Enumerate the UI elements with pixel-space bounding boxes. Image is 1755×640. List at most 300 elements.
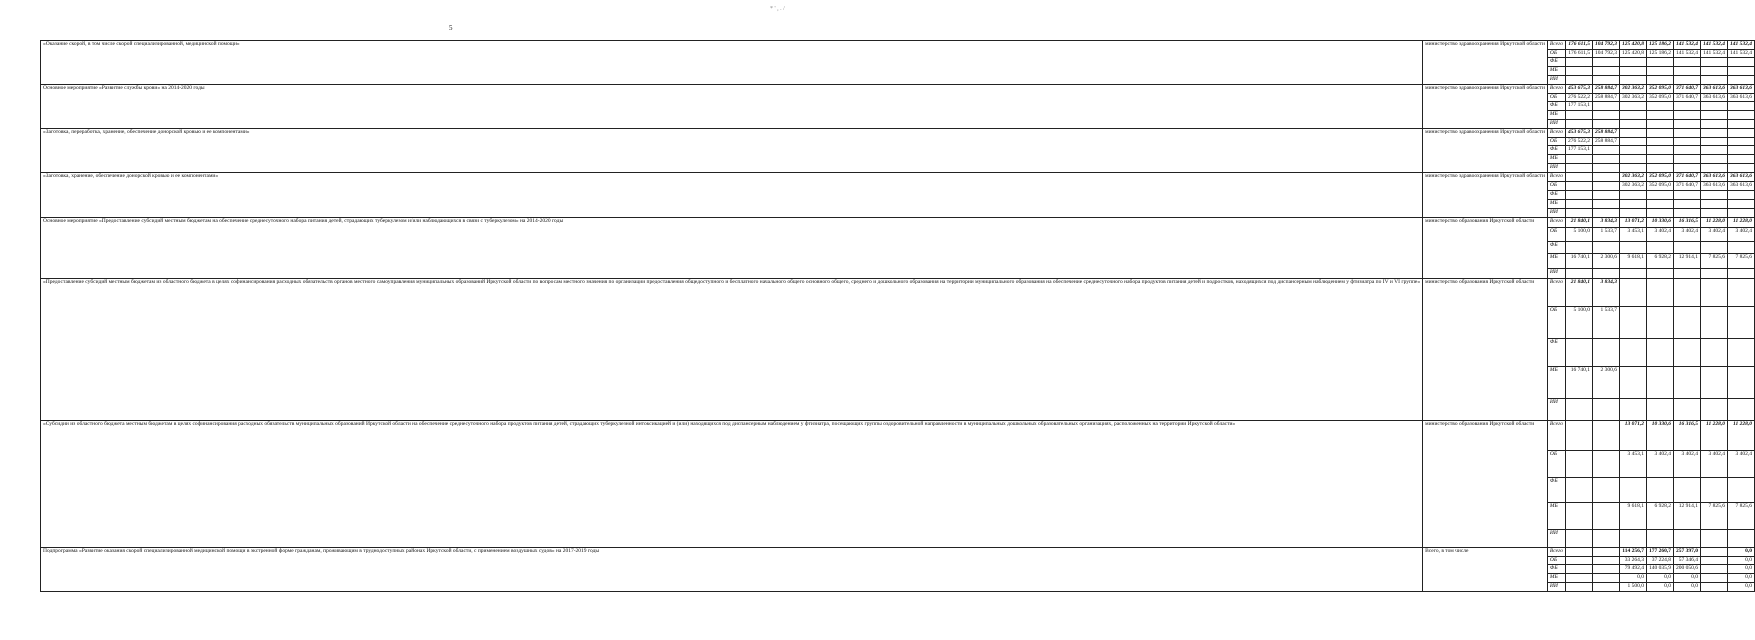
executor-cell: министерство здравоохранения Иркутской области — [1423, 129, 1548, 173]
amount-cell: 371 640,7 — [1673, 85, 1700, 94]
amount-cell: 176 611,5 — [1565, 41, 1592, 50]
amount-cell — [1646, 307, 1673, 339]
funding-source: ОБ — [1547, 138, 1565, 146]
amount-cell: 141 532,4 — [1700, 50, 1727, 58]
amount-cell: 13 071,2 — [1619, 218, 1646, 228]
funding-source: ОБ — [1547, 228, 1565, 242]
amount-cell — [1646, 138, 1673, 146]
measure-description: «Заготовка, хранение, обеспечение донорской кровью и ее компонентами» — [41, 173, 1423, 218]
amount-cell — [1592, 102, 1619, 111]
executor-cell: министерство образования Иркутской области — [1423, 218, 1548, 279]
amount-cell — [1700, 574, 1727, 583]
amount-cell — [1646, 102, 1673, 111]
amount-cell — [1619, 138, 1646, 146]
amount-cell: 363 613,6 — [1700, 182, 1727, 191]
amount-cell — [1727, 129, 1754, 138]
amount-cell — [1619, 279, 1646, 307]
amount-cell: 176 611,5 — [1565, 50, 1592, 58]
amount-cell — [1619, 399, 1646, 421]
measure-description: «Оказание скорой, в том числе скорой специализированной, медицинской помощи» — [41, 41, 1423, 85]
amount-cell — [1700, 307, 1727, 339]
funding-source: Всего — [1547, 279, 1565, 307]
amount-cell: 7 825,6 — [1727, 503, 1754, 530]
amount-cell: 453 675,3 — [1565, 85, 1592, 94]
amount-cell — [1592, 451, 1619, 478]
funding-source: Всего — [1547, 173, 1565, 182]
amount-cell — [1700, 111, 1727, 120]
amount-cell: 125 186,2 — [1646, 50, 1673, 58]
funding-source: МБ — [1547, 67, 1565, 76]
amount-cell — [1727, 209, 1754, 218]
amount-cell: 125 186,2 — [1646, 41, 1673, 50]
amount-cell — [1700, 530, 1727, 548]
amount-cell — [1727, 399, 1754, 421]
funding-source: ИИ — [1547, 530, 1565, 548]
amount-cell — [1592, 503, 1619, 530]
amount-cell: 5 100,0 — [1565, 228, 1592, 242]
amount-cell — [1619, 209, 1646, 218]
amount-cell — [1565, 503, 1592, 530]
amount-cell: 16 740,1 — [1565, 254, 1592, 269]
amount-cell — [1727, 279, 1754, 307]
funding-source: Всего — [1547, 421, 1565, 451]
amount-cell: 258 884,7 — [1592, 94, 1619, 102]
executor-cell: министерство здравоохранения Иркутской области — [1423, 85, 1548, 129]
amount-cell: 10 330,6 — [1646, 421, 1673, 451]
budget-table — [40, 40, 1755, 592]
amount-cell — [1673, 478, 1700, 503]
funding-source: ИИ — [1547, 583, 1565, 592]
funding-source: Всего — [1547, 129, 1565, 138]
amount-cell — [1673, 307, 1700, 339]
amount-cell — [1619, 530, 1646, 548]
amount-cell: 3 834,3 — [1592, 279, 1619, 307]
amount-cell: 257 397,0 — [1673, 548, 1700, 557]
amount-cell: 371 640,7 — [1673, 173, 1700, 182]
amount-cell: 0,0 — [1673, 574, 1700, 583]
amount-cell: 11 228,0 — [1700, 421, 1727, 451]
funding-source: ФБ — [1547, 478, 1565, 503]
amount-cell: 363 613,6 — [1700, 94, 1727, 102]
table-row — [41, 85, 1755, 94]
executor-cell: министерство образования Иркутской области — [1423, 279, 1548, 421]
amount-cell — [1619, 155, 1646, 164]
amount-cell — [1727, 155, 1754, 164]
amount-cell — [1673, 339, 1700, 367]
amount-cell — [1727, 191, 1754, 200]
funding-source: МБ — [1547, 503, 1565, 530]
amount-cell — [1565, 583, 1592, 592]
amount-cell — [1646, 478, 1673, 503]
amount-cell — [1619, 129, 1646, 138]
amount-cell — [1646, 269, 1673, 279]
amount-cell — [1673, 102, 1700, 111]
funding-source: ОБ — [1547, 557, 1565, 565]
amount-cell — [1646, 399, 1673, 421]
amount-cell — [1565, 557, 1592, 565]
amount-cell: 125 420,8 — [1619, 41, 1646, 50]
page-number: 5 — [449, 24, 453, 32]
amount-cell — [1592, 583, 1619, 592]
amount-cell — [1646, 164, 1673, 173]
amount-cell: 7 825,6 — [1700, 503, 1727, 530]
amount-cell — [1646, 367, 1673, 399]
funding-source: ФБ — [1547, 565, 1565, 574]
amount-cell: 6 928,2 — [1646, 503, 1673, 530]
funding-source: ОБ — [1547, 182, 1565, 191]
amount-cell — [1727, 58, 1754, 67]
amount-cell: 3 453,1 — [1619, 228, 1646, 242]
funding-source: ФБ — [1547, 339, 1565, 367]
amount-cell — [1727, 530, 1754, 548]
amount-cell — [1565, 269, 1592, 279]
amount-cell: 302 363,2 — [1619, 94, 1646, 102]
amount-cell — [1592, 191, 1619, 200]
amount-cell — [1619, 164, 1646, 173]
table-row — [41, 548, 1755, 557]
funding-source: МБ — [1547, 200, 1565, 209]
amount-cell: 302 363,2 — [1619, 173, 1646, 182]
amount-cell: 2 300,6 — [1592, 367, 1619, 399]
amount-cell — [1646, 155, 1673, 164]
amount-cell: 16 740,1 — [1565, 367, 1592, 399]
amount-cell — [1619, 191, 1646, 200]
amount-cell — [1565, 164, 1592, 173]
amount-cell — [1727, 138, 1754, 146]
amount-cell — [1727, 111, 1754, 120]
amount-cell — [1673, 76, 1700, 85]
amount-cell — [1727, 478, 1754, 503]
amount-cell — [1673, 200, 1700, 209]
amount-cell: 302 363,2 — [1619, 85, 1646, 94]
amount-cell — [1592, 173, 1619, 182]
amount-cell: 79 492,4 — [1619, 565, 1646, 574]
amount-cell: 0,0 — [1673, 583, 1700, 592]
amount-cell — [1565, 421, 1592, 451]
amount-cell: 302 363,2 — [1619, 182, 1646, 191]
amount-cell: 352 095,0 — [1646, 173, 1673, 182]
amount-cell: 258 884,7 — [1592, 129, 1619, 138]
amount-cell — [1592, 200, 1619, 209]
funding-source: Всего — [1547, 548, 1565, 557]
amount-cell: 140 035,9 — [1646, 565, 1673, 574]
amount-cell — [1673, 120, 1700, 129]
amount-cell — [1646, 209, 1673, 218]
amount-cell: 141 532,4 — [1700, 41, 1727, 50]
funding-source: Всего — [1547, 218, 1565, 228]
amount-cell — [1727, 67, 1754, 76]
amount-cell — [1700, 138, 1727, 146]
amount-cell: 11 228,0 — [1727, 421, 1754, 451]
amount-cell — [1646, 339, 1673, 367]
amount-cell — [1592, 339, 1619, 367]
amount-cell: 276 522,2 — [1565, 138, 1592, 146]
amount-cell: 0,0 — [1619, 574, 1646, 583]
amount-cell — [1700, 120, 1727, 129]
amount-cell — [1592, 269, 1619, 279]
amount-cell: 33 264,3 — [1619, 557, 1646, 565]
amount-cell — [1700, 565, 1727, 574]
amount-cell — [1673, 530, 1700, 548]
funding-source: Всего — [1547, 85, 1565, 94]
amount-cell: 104 792,3 — [1592, 41, 1619, 50]
amount-cell — [1565, 155, 1592, 164]
amount-cell — [1700, 367, 1727, 399]
funding-source: ИИ — [1547, 76, 1565, 85]
amount-cell — [1619, 58, 1646, 67]
amount-cell — [1700, 102, 1727, 111]
amount-cell — [1673, 279, 1700, 307]
amount-cell — [1673, 191, 1700, 200]
amount-cell: 258 884,7 — [1592, 85, 1619, 94]
amount-cell — [1619, 269, 1646, 279]
corner-mark: * ' , . / — [770, 6, 785, 12]
table-row — [41, 218, 1755, 228]
amount-cell: 7 825,6 — [1727, 254, 1754, 269]
amount-cell — [1673, 242, 1700, 254]
amount-cell — [1646, 200, 1673, 209]
amount-cell: 0,0 — [1727, 574, 1754, 583]
amount-cell: 0,0 — [1646, 583, 1673, 592]
amount-cell: 3 453,1 — [1619, 451, 1646, 478]
amount-cell — [1700, 200, 1727, 209]
amount-cell — [1700, 209, 1727, 218]
amount-cell: 3 402,4 — [1673, 451, 1700, 478]
amount-cell: 371 640,7 — [1673, 182, 1700, 191]
amount-cell: 0,0 — [1727, 565, 1754, 574]
amount-cell — [1592, 111, 1619, 120]
amount-cell — [1727, 307, 1754, 339]
amount-cell — [1727, 76, 1754, 85]
amount-cell: 200 050,6 — [1673, 565, 1700, 574]
amount-cell — [1619, 478, 1646, 503]
amount-cell: 12 914,1 — [1673, 503, 1700, 530]
amount-cell: 3 402,4 — [1700, 228, 1727, 242]
amount-cell — [1727, 269, 1754, 279]
amount-cell: 7 825,6 — [1700, 254, 1727, 269]
amount-cell — [1592, 565, 1619, 574]
amount-cell — [1727, 242, 1754, 254]
amount-cell: 125 420,8 — [1619, 50, 1646, 58]
amount-cell — [1673, 269, 1700, 279]
amount-cell: 276 522,2 — [1565, 94, 1592, 102]
amount-cell: 9 618,1 — [1619, 503, 1646, 530]
amount-cell — [1646, 279, 1673, 307]
amount-cell — [1619, 307, 1646, 339]
funding-source: Всего — [1547, 41, 1565, 50]
amount-cell — [1565, 182, 1592, 191]
executor-cell: министерство здравоохранения Иркутской области — [1423, 41, 1548, 85]
amount-cell — [1592, 574, 1619, 583]
amount-cell — [1592, 120, 1619, 129]
amount-cell — [1673, 399, 1700, 421]
funding-source: ИИ — [1547, 164, 1565, 173]
amount-cell: 21 840,1 — [1565, 218, 1592, 228]
amount-cell — [1673, 209, 1700, 218]
amount-cell: 1 500,0 — [1619, 583, 1646, 592]
amount-cell — [1646, 191, 1673, 200]
amount-cell: 11 228,0 — [1700, 218, 1727, 228]
measure-description: «Заготовка, переработка, хранение, обеспечение донорской кровью и ее компонентами» — [41, 129, 1423, 173]
amount-cell — [1565, 399, 1592, 421]
amount-cell — [1619, 102, 1646, 111]
amount-cell — [1700, 155, 1727, 164]
amount-cell: 12 914,1 — [1673, 254, 1700, 269]
amount-cell: 177 153,1 — [1565, 102, 1592, 111]
executor-cell: Всего, в том числе — [1423, 548, 1548, 592]
measure-description: Основное мероприятие «Предоставление субсидий местным бюджетам на обеспечение среднесуточного набора питания детей, страдающих туберкулезом и/или наблюдающихся в связи с туберкулезом» на 2014-2020 годы — [41, 218, 1423, 279]
measure-description: Основное мероприятие «Развитие службы крови» на 2014-2020 годы — [41, 85, 1423, 129]
amount-cell — [1700, 399, 1727, 421]
amount-cell — [1565, 111, 1592, 120]
amount-cell: 114 256,7 — [1619, 548, 1646, 557]
amount-cell — [1592, 58, 1619, 67]
amount-cell: 141 532,4 — [1727, 50, 1754, 58]
amount-cell — [1700, 129, 1727, 138]
funding-source: ИИ — [1547, 120, 1565, 129]
table-row — [41, 41, 1755, 50]
amount-cell — [1700, 339, 1727, 367]
amount-cell — [1565, 574, 1592, 583]
amount-cell — [1700, 191, 1727, 200]
amount-cell: 141 532,4 — [1727, 41, 1754, 50]
amount-cell — [1673, 67, 1700, 76]
amount-cell — [1700, 242, 1727, 254]
funding-source: ФБ — [1547, 191, 1565, 200]
funding-source: ФБ — [1547, 242, 1565, 254]
amount-cell — [1592, 530, 1619, 548]
amount-cell — [1592, 478, 1619, 503]
amount-cell — [1646, 111, 1673, 120]
funding-source: МБ — [1547, 111, 1565, 120]
amount-cell: 363 613,6 — [1700, 173, 1727, 182]
amount-cell — [1592, 164, 1619, 173]
amount-cell — [1700, 478, 1727, 503]
amount-cell: 258 884,7 — [1592, 138, 1619, 146]
amount-cell — [1565, 191, 1592, 200]
amount-cell: 37 224,8 — [1646, 557, 1673, 565]
amount-cell — [1565, 67, 1592, 76]
amount-cell — [1646, 67, 1673, 76]
amount-cell: 363 613,6 — [1727, 85, 1754, 94]
amount-cell — [1673, 111, 1700, 120]
amount-cell: 141 532,4 — [1673, 41, 1700, 50]
funding-source: ФБ — [1547, 58, 1565, 67]
amount-cell — [1673, 129, 1700, 138]
measure-description: Подпрограмма «Развитие оказания скорой специализированной медицинской помощи в экстренной форме гражданам, проживающим в труднодоступных районах Иркутской области, с применением воздушных судов» на 2017-2019 годы — [41, 548, 1423, 592]
amount-cell — [1565, 478, 1592, 503]
amount-cell — [1727, 367, 1754, 399]
amount-cell — [1673, 164, 1700, 173]
amount-cell: 11 228,0 — [1727, 218, 1754, 228]
amount-cell — [1592, 146, 1619, 155]
amount-cell: 371 640,7 — [1673, 94, 1700, 102]
amount-cell — [1700, 146, 1727, 155]
amount-cell: 363 613,6 — [1727, 182, 1754, 191]
funding-source: ОБ — [1547, 94, 1565, 102]
table-row — [41, 279, 1755, 307]
amount-cell — [1592, 548, 1619, 557]
funding-source: МБ — [1547, 574, 1565, 583]
amount-cell — [1592, 399, 1619, 421]
amount-cell — [1619, 76, 1646, 85]
amount-cell — [1592, 209, 1619, 218]
amount-cell: 10 330,6 — [1646, 218, 1673, 228]
funding-source: ОБ — [1547, 50, 1565, 58]
amount-cell: 5 100,0 — [1565, 307, 1592, 339]
amount-cell — [1565, 200, 1592, 209]
amount-cell — [1673, 146, 1700, 155]
amount-cell — [1673, 138, 1700, 146]
amount-cell — [1673, 155, 1700, 164]
amount-cell — [1619, 200, 1646, 209]
amount-cell — [1592, 67, 1619, 76]
amount-cell — [1700, 279, 1727, 307]
amount-cell — [1565, 173, 1592, 182]
amount-cell: 0,0 — [1727, 583, 1754, 592]
amount-cell: 13 071,2 — [1619, 421, 1646, 451]
amount-cell — [1565, 451, 1592, 478]
amount-cell — [1700, 583, 1727, 592]
table-row — [41, 421, 1755, 451]
amount-cell — [1646, 530, 1673, 548]
amount-cell — [1727, 164, 1754, 173]
amount-cell: 1 533,7 — [1592, 307, 1619, 339]
table-row — [41, 173, 1755, 182]
amount-cell: 3 402,4 — [1727, 228, 1754, 242]
table-row — [41, 129, 1755, 138]
amount-cell — [1727, 120, 1754, 129]
amount-cell: 57 346,4 — [1673, 557, 1700, 565]
amount-cell — [1619, 146, 1646, 155]
amount-cell: 352 095,0 — [1646, 85, 1673, 94]
amount-cell — [1619, 367, 1646, 399]
amount-cell — [1727, 146, 1754, 155]
amount-cell — [1592, 242, 1619, 254]
amount-cell — [1592, 76, 1619, 85]
amount-cell: 363 613,6 — [1727, 94, 1754, 102]
amount-cell — [1700, 269, 1727, 279]
amount-cell — [1565, 530, 1592, 548]
amount-cell — [1646, 129, 1673, 138]
amount-cell — [1700, 164, 1727, 173]
funding-source: ИИ — [1547, 209, 1565, 218]
funding-source: МБ — [1547, 155, 1565, 164]
funding-source: МБ — [1547, 254, 1565, 269]
funding-source: ФБ — [1547, 102, 1565, 111]
amount-cell — [1619, 339, 1646, 367]
amount-cell: 453 675,3 — [1565, 129, 1592, 138]
amount-cell: 2 300,6 — [1592, 254, 1619, 269]
amount-cell: 141 532,4 — [1673, 50, 1700, 58]
amount-cell — [1646, 146, 1673, 155]
amount-cell: 21 840,1 — [1565, 279, 1592, 307]
funding-source: ИИ — [1547, 399, 1565, 421]
funding-source: ИИ — [1547, 269, 1565, 279]
amount-cell — [1592, 557, 1619, 565]
amount-cell — [1646, 120, 1673, 129]
amount-cell: 352 095,0 — [1646, 182, 1673, 191]
amount-cell — [1646, 58, 1673, 67]
amount-cell — [1700, 58, 1727, 67]
funding-source: ОБ — [1547, 307, 1565, 339]
amount-cell — [1700, 76, 1727, 85]
amount-cell — [1673, 367, 1700, 399]
amount-cell: 177 153,1 — [1565, 146, 1592, 155]
amount-cell: 0,0 — [1727, 548, 1754, 557]
amount-cell — [1565, 209, 1592, 218]
amount-cell: 3 402,4 — [1646, 228, 1673, 242]
